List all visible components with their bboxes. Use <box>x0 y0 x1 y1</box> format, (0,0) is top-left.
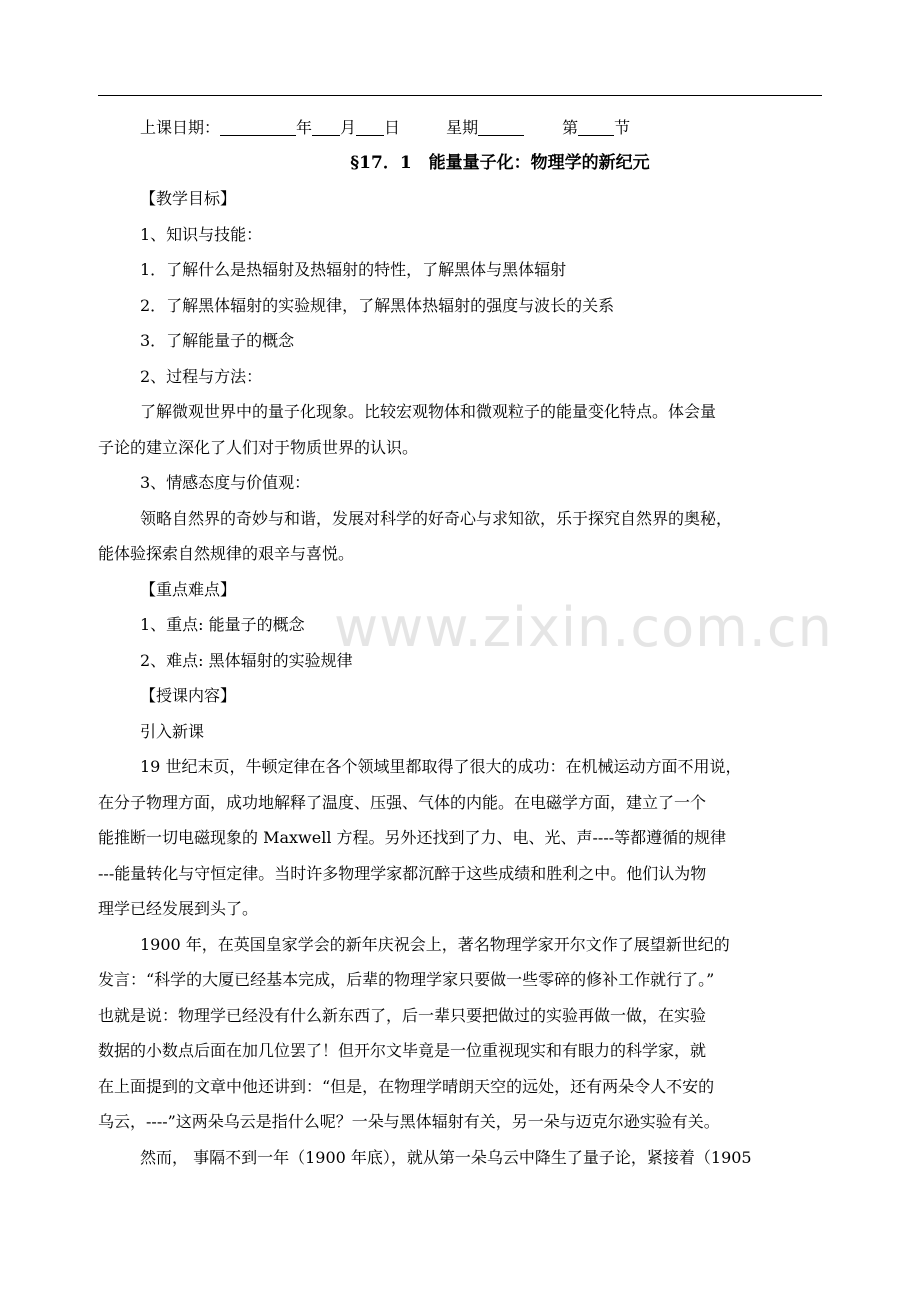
month-label: 月 <box>340 118 357 137</box>
knowledge-item: 2．了解黑体辐射的实验规律，了解黑体热辐射的强度与波长的关系 <box>140 295 615 315</box>
paragraph1-line: ---能量转化与守恒定律。当时许多物理学家都沉醉于这些成绩和胜利之中。他们认为物 <box>98 863 707 883</box>
key-point: 1、重点: 能量子的概念 <box>140 615 305 634</box>
process-line: 子论的建立深化了人们对于物质世界的认识。 <box>98 437 419 457</box>
period-prefix: 第 <box>562 118 579 137</box>
period-blank <box>578 117 614 136</box>
process-heading: 2、过程与方法： <box>140 366 263 386</box>
paragraph2-line: 乌云，----”这两朵乌云是指什么呢？一朵与黑体辐射有关，另一朵与迈克尔逊实验有关。 <box>98 1112 720 1131</box>
lesson-title: §17．1 能量量子化：物理学的新纪元 <box>350 152 650 173</box>
paragraph1-line: 19 世纪末页，牛顿定律在各个领域里都取得了很大的成功：在机械运动方面不用说， <box>140 757 742 776</box>
paragraph1-line: 能推断一切电磁现象的 Maxwell 方程。另外还找到了力、电、光、声----等都遵循的规律 <box>98 828 727 847</box>
year-label: 年 <box>296 118 313 137</box>
day-label: 日 <box>384 118 401 137</box>
class-date-line <box>98 110 822 146</box>
knowledge-item: 1．了解什么是热辐射及热辐射的特性，了解黑体与黑体辐射 <box>140 260 567 279</box>
weekday-label: 星期 <box>446 118 479 137</box>
attitude-line: 能体验探索自然规律的艰辛与喜悦。 <box>98 544 355 563</box>
difficult-point: 2、难点: 黑体辐射的实验规律 <box>140 650 353 670</box>
weekday-blank <box>478 117 524 136</box>
intro-heading: 引入新课 <box>140 721 205 741</box>
day-blank <box>356 117 384 136</box>
paragraph2-line: 在上面提到的文章中他还讲到：“但是，在物理学晴朗天空的远处，还有两朵令人不安的 <box>98 1076 715 1096</box>
date-label: 上课日期： <box>140 118 221 137</box>
attitude-line: 领略自然界的奇妙与和谐，发展对科学的好奇心与求知欲，乐于探究自然界的奥秘， <box>140 508 733 528</box>
month-blank <box>312 117 340 136</box>
knowledge-item: 3．了解能量子的概念 <box>140 331 295 350</box>
paragraph2-line: 也就是说：物理学已经没有什么新东西了，后一辈只要把做过的实验再做一做，在实验 <box>98 1005 707 1025</box>
year-blank <box>220 117 296 136</box>
attitude-heading: 3、情感态度与价值观： <box>140 473 311 492</box>
knowledge-heading: 1、知识与技能： <box>140 224 263 244</box>
paragraph2-line: 数据的小数点后面在加几位罢了！但开尔文毕竟是一位重视现实和有眼力的科学家，就 <box>98 1041 707 1060</box>
header-rule <box>98 95 822 96</box>
goals-heading: 【教学目标】 <box>140 189 237 208</box>
period-suffix: 节 <box>614 118 631 137</box>
paragraph1-line: 理学已经发展到头了。 <box>98 899 259 918</box>
content-heading: 【授课内容】 <box>140 686 237 705</box>
paragraph2-line: 发言：“科学的大厦已经基本完成，后辈的物理学家只要做一些零碎的修补工作就行了。” <box>98 970 715 989</box>
paragraph1-line: 在分子物理方面，成功地解释了温度、压强、气体的内能。在电磁学方面，建立了一个 <box>98 792 707 812</box>
process-line: 了解微观世界中的量子化现象。比较宏观物体和微观粒子的能量变化特点。体会量 <box>140 402 717 421</box>
paragraph3-line: 然而， 事隔不到一年（1900 年底），就从第一朵乌云中降生了量子论，紧接着（1905 <box>140 1147 752 1167</box>
key-heading: 【重点难点】 <box>140 579 237 599</box>
document-page <box>98 110 822 1175</box>
watermark: www.zixin.com.cn <box>334 596 833 659</box>
paragraph2-line: 1900 年，在英国皇家学会的新年庆祝会上，著名物理学家开尔文作了展望新世纪的 <box>140 934 730 954</box>
